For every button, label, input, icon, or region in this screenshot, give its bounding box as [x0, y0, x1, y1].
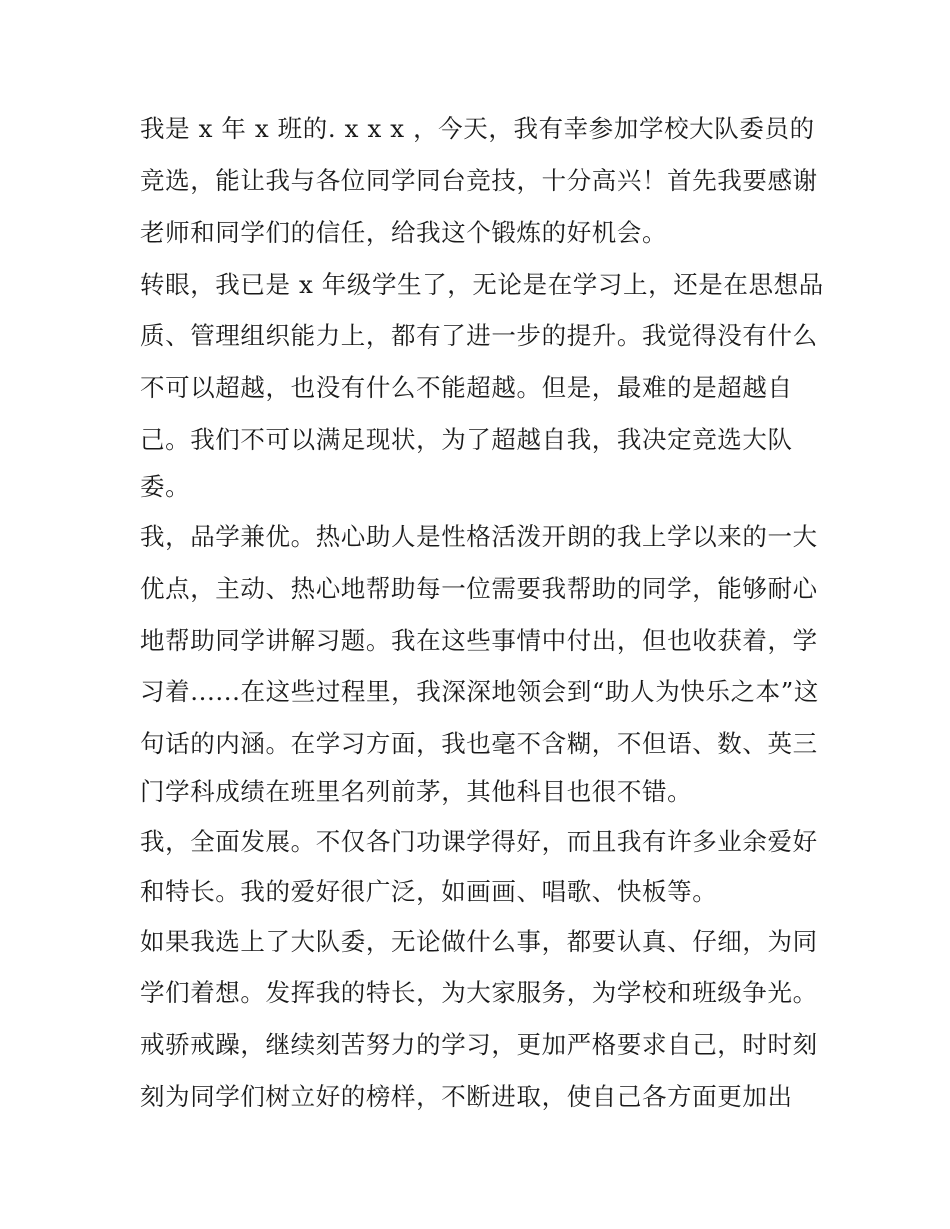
text-line: 习着......在这些过程里，我深深地领会到“助人为快乐之本”这: [140, 677, 819, 706]
text-line: 门学科成绩在班里名列前茅，其他科目也很不错。: [140, 777, 693, 806]
text-line: 戒骄戒躁，继续刻苦努力的学习，更加严格要求自己，时时刻: [140, 1030, 818, 1059]
text-line: 学们着想。发挥我的特长，为大家服务，为学校和班级争光。: [140, 978, 818, 1007]
text-line: 优点，主动、热心地帮助每一位需要我帮助的同学，能够耐心: [140, 574, 818, 603]
text-line: 不可以超越，也没有什么不能超越。但是，最难的是超越自: [140, 373, 793, 402]
text-line: 竞选，能让我与各位同学同台竞技，十分高兴！首先我要感谢: [140, 166, 818, 195]
text-line: 我是 x 年 x 班的. x x x ，今天，我有幸参加学校大队委员的: [140, 114, 815, 143]
text-line: 己。我们不可以满足现状，为了超越自我，我决定竞选大队: [140, 425, 793, 454]
text-line: 老师和同学们的信任，给我这个锻炼的好机会。: [140, 218, 668, 247]
text-line: 和特长。我的爱好很广泛，如画画、唱歌、快板等。: [140, 877, 718, 906]
text-line: 如果我选上了大队委，无论做什么事，都要认真、仔细，为同: [140, 927, 818, 956]
text-line: 委。: [140, 472, 191, 501]
text-line: 我，品学兼优。热心助人是性格活泼开朗的我上学以来的一大: [140, 522, 818, 551]
text-line: 我，全面发展。不仅各门功课学得好，而且我有许多业余爱好: [140, 827, 818, 856]
text-line: 句话的内涵。在学习方面，我也毫不含糊，不但语、数、英三: [140, 729, 818, 758]
text-line: 转眼，我已是 x 年级学生了，无论是在学习上，还是在思想品: [140, 270, 824, 299]
text-line: 刻为同学们树立好的榜样，不断进取，使自己各方面更加出: [140, 1082, 793, 1111]
text-line: 质、管理组织能力上，都有了进一步的提升。我觉得没有什么: [140, 321, 818, 350]
text-line: 地帮助同学讲解习题。我在这些事情中付出，但也收获着，学: [140, 626, 818, 655]
